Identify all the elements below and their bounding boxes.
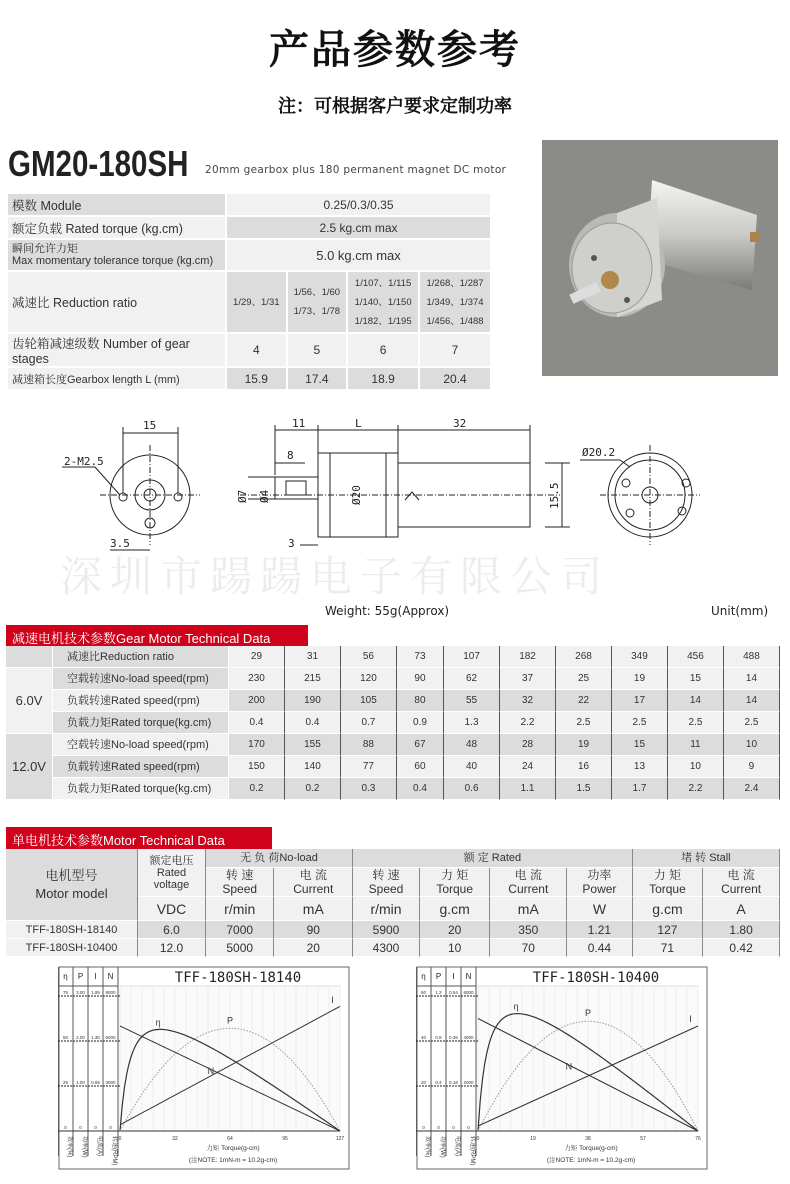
cell-value: 77 [341, 756, 397, 778]
spec-label-cn: 瞬间允许力矩 [12, 243, 78, 255]
ratio-text: 1/29、1/31 [233, 296, 280, 308]
cell-value: 90 [274, 921, 353, 939]
subheader-cell [420, 868, 491, 897]
product-photo [542, 140, 778, 376]
cell-value: 20 [274, 939, 353, 957]
front-view [62, 427, 200, 550]
subheader-text: 电 流 [727, 868, 755, 882]
cell-value: 120 [341, 668, 397, 690]
spec-row-rated-torque [8, 217, 490, 238]
motor-section-title: 单电机技术参数Motor Technical Data [6, 827, 272, 849]
y-tick-label: 3000 [105, 1080, 116, 1085]
y-tick-label: 0 [64, 1125, 67, 1130]
cell-value: 140 [285, 756, 341, 778]
dim-35: 3.5 [110, 537, 130, 550]
chart-tff-180sh-10400 [416, 966, 708, 1174]
cell-value: 14 [668, 690, 724, 712]
axis-unit-label: 转速(RPM) [111, 1136, 117, 1166]
cell-value: 15 [612, 734, 668, 756]
corner-cell [6, 646, 53, 668]
spec-label: 减速比 Reduction ratio [8, 272, 225, 332]
cell-value: 14 [724, 690, 780, 712]
ratio-value: 73 [397, 646, 444, 668]
gear-motor-table [6, 646, 780, 800]
cell-value: 0.2 [285, 778, 341, 800]
voltage-cell: 12.0V [6, 734, 53, 800]
cell-value: 60 [397, 756, 444, 778]
cell-value: 155 [285, 734, 341, 756]
spec-label: 齿轮箱减速级数 Number of gear stages [8, 334, 225, 366]
cell-value: 4300 [353, 939, 420, 957]
cell-value: 17 [612, 690, 668, 712]
cell-value: 0.4 [285, 712, 341, 734]
model-cell: TFF-180SH-10400 [6, 939, 138, 957]
cell-value: 10 [724, 734, 780, 756]
ratio-group [348, 272, 418, 332]
cell-value: 215 [285, 668, 341, 690]
ratio-text: 1/349、1/374 [426, 296, 484, 308]
x-tick-label: 19 [530, 1136, 536, 1142]
subheader-text: 力 矩 [441, 868, 469, 882]
dim-11: 11 [292, 417, 306, 430]
motor-header-row [6, 849, 780, 868]
unit-cell: mA [274, 897, 353, 921]
table-row [6, 668, 780, 690]
subheader-text: Speed [368, 882, 404, 896]
cell-value: 0.44 [567, 939, 633, 957]
table-row [6, 939, 780, 957]
axis-unit-label: 效率(%) [66, 1136, 72, 1158]
y-tick-label: 60 [420, 990, 427, 995]
axis-header: P [435, 972, 442, 981]
dimension-drawing [0, 405, 790, 553]
table-row [6, 690, 780, 712]
spec-value: 18.9 [348, 368, 418, 389]
cell-value: 2.5 [612, 712, 668, 734]
product-description: 20mm gearbox plus 180 permanent magnet DC motor [205, 164, 507, 176]
y-tick-label: 0 [467, 1125, 470, 1130]
dim-m25: 2-M2.5 [64, 455, 104, 468]
cell-value: 12.0 [138, 939, 206, 957]
axis-unit-label: 电流(A) [454, 1136, 460, 1156]
axis-header: I [452, 972, 455, 981]
y-tick-label: 4000 [463, 1035, 474, 1040]
ratio-value: 31 [285, 646, 341, 668]
y-tick-label: 50 [62, 1035, 69, 1040]
axis-header: N [107, 972, 114, 981]
cell-value: 127 [633, 921, 704, 939]
spec-value: 2.5 kg.cm max [227, 217, 490, 238]
spec-label-en: Max momentary tolerance torque (kg.cm) [12, 255, 214, 267]
cell-value: 24 [500, 756, 556, 778]
cell-value: 230 [229, 668, 285, 690]
spec-row-reduction [8, 272, 490, 332]
dim-8: 8 [287, 449, 294, 462]
watermark: 深圳市踼踼电子有限公司 [60, 552, 611, 601]
model-header [6, 849, 138, 921]
speed-label: N [565, 1061, 573, 1072]
x-tick-label: 127 [335, 1136, 345, 1142]
cell-value: 19 [556, 734, 612, 756]
ratio-text: 1/182、1/195 [354, 315, 412, 327]
x-tick-label: 95 [282, 1136, 288, 1142]
voltage-header [138, 849, 206, 897]
spec-value: 5 [288, 334, 347, 366]
cell-value: 67 [397, 734, 444, 756]
spec-label: 减速箱长度Gearbox length L (mm) [8, 368, 225, 389]
subheader-cell [490, 868, 567, 897]
subheader-text: 转 速 [372, 868, 400, 882]
row-label: 负载力矩Rated torque(kg.cm) [53, 778, 229, 800]
row-label: 负载转速Rated speed(rpm) [53, 690, 229, 712]
subheader-cell [633, 868, 704, 897]
axis-header: I [94, 972, 97, 981]
subheader-text: Current [508, 882, 549, 896]
cell-value: 10 [668, 756, 724, 778]
subheader-text: Speed [222, 882, 258, 896]
subheader-cell [703, 868, 780, 897]
page-subtitle: 注：可根据客户要求定制功率 [278, 96, 512, 117]
cell-value: 90 [397, 668, 444, 690]
spec-value: 6 [348, 334, 418, 366]
subheader-text: Current [721, 882, 762, 896]
cell-value: 2.4 [724, 778, 780, 800]
row-label: 空载转速No-load speed(rpm) [53, 668, 229, 690]
spec-value: 15.9 [227, 368, 286, 389]
cell-value: 2.5 [724, 712, 780, 734]
spec-row-stages [8, 334, 490, 366]
cell-value: 5000 [206, 939, 274, 957]
rated-header: 额 定 Rated [353, 849, 633, 868]
spec-value: 5.0 kg.cm max [227, 240, 490, 270]
subheader-text: 电 流 [514, 868, 542, 882]
cell-value: 0.7 [341, 712, 397, 734]
axis-unit-label: 功率(W) [439, 1136, 445, 1158]
subheader-text: Power [582, 882, 617, 896]
unit-cell: VDC [138, 897, 206, 921]
subheader-text: Torque [649, 882, 686, 896]
y-tick-label: 0 [79, 1125, 82, 1130]
y-tick-label: 6000 [463, 990, 474, 995]
ratio-value: 29 [229, 646, 285, 668]
unit-cell: g.cm [633, 897, 704, 921]
cell-value: 19 [612, 668, 668, 690]
ratio-group [227, 272, 286, 332]
subheader-cell [353, 868, 420, 897]
subheader-text: 电 流 [299, 868, 327, 882]
dim-3: 3 [288, 537, 295, 550]
x-tick-label: 32 [172, 1136, 178, 1142]
cell-value: 7000 [206, 921, 274, 939]
cell-value: 10 [420, 939, 491, 957]
subheader-text: 力 矩 [653, 868, 682, 882]
chart-note: (注NOTE: 1mN-m = 10.2g-cm) [188, 1157, 278, 1164]
weight-label: Weight: 55g(Approx) [325, 604, 450, 618]
dim-phi20: Ø20 [350, 485, 363, 505]
ratio-text: 1/73、1/78 [293, 306, 341, 317]
power-label: P [585, 1008, 592, 1019]
spec-value: 7 [420, 334, 490, 366]
y-tick-label: 2000 [463, 1080, 474, 1085]
subheader-text: Current [293, 882, 334, 896]
cell-value: 62 [444, 668, 500, 690]
model-cell: TFF-180SH-18140 [6, 921, 138, 939]
spec-value: 17.4 [288, 368, 347, 389]
x-tick-label: 76 [695, 1136, 701, 1142]
table-row [6, 756, 780, 778]
unit-cell: W [567, 897, 633, 921]
subheader-cell [567, 868, 633, 897]
cell-value: 20 [420, 921, 491, 939]
ratio-value: 349 [612, 646, 668, 668]
ratio-group [288, 272, 347, 332]
cell-value: 0.9 [397, 712, 444, 734]
cell-value: 2.2 [668, 778, 724, 800]
ratio-value: 107 [444, 646, 500, 668]
cell-value: 2.5 [668, 712, 724, 734]
cell-value: 1.80 [703, 921, 780, 939]
cell-value: 200 [229, 690, 285, 712]
unit-cell: r/min [206, 897, 274, 921]
cell-value: 9 [724, 756, 780, 778]
ratio-row [6, 646, 780, 668]
spec-table [6, 192, 492, 391]
y-tick-label: 2.00 [76, 1035, 85, 1040]
spec-label [8, 240, 225, 270]
x-tick-label: 0 [476, 1136, 480, 1142]
cell-value: 55 [444, 690, 500, 712]
spec-label: 额定负载 Rated torque (kg.cm) [8, 217, 225, 238]
voltage-header-cn: 额定电压 [149, 854, 194, 867]
row-label: 负载转速Rated speed(rpm) [53, 756, 229, 778]
axis-unit-label: 功率(W) [81, 1136, 87, 1158]
ratio-text: 1/268、1/287 [426, 277, 484, 289]
spec-value: 4 [227, 334, 286, 366]
ratio-value: 268 [556, 646, 612, 668]
ratio-text: 1/56、1/60 [293, 287, 341, 298]
x-tick-label: 57 [640, 1136, 646, 1142]
product-model: GM20-180SH [8, 143, 189, 184]
cell-value: 1.3 [444, 712, 500, 734]
y-tick-label: 1.00 [76, 1080, 85, 1085]
chart-title: TFF-180SH-18140 [174, 970, 302, 986]
gear-section-title: 减速电机技术参数Gear Motor Technical Data [6, 625, 308, 647]
cell-value: 1.5 [556, 778, 612, 800]
cell-value: 32 [500, 690, 556, 712]
ratio-value: 456 [668, 646, 724, 668]
cell-value: 190 [285, 690, 341, 712]
current-label: I [331, 995, 334, 1006]
x-axis-label: 力矩 Torque(g-cm) [206, 1145, 260, 1152]
y-tick-label: 75 [62, 990, 69, 995]
y-tick-label: 0.36 [449, 1035, 458, 1040]
spec-label: 模数 Module [8, 194, 225, 215]
y-tick-label: 1.30 [91, 1035, 100, 1040]
side-view [240, 425, 570, 545]
cell-value: 48 [444, 734, 500, 756]
ratio-text: 1/140、1/150 [354, 296, 412, 308]
cell-value: 14 [724, 668, 780, 690]
row-label: 负载力矩Rated torque(kg.cm) [53, 712, 229, 734]
dim-L: L [355, 417, 362, 430]
cell-value: 40 [444, 756, 500, 778]
motor-image [542, 140, 778, 376]
ratio-label: 减速比Reduction ratio [53, 646, 229, 668]
y-tick-label: 0 [94, 1125, 97, 1130]
unit-cell: g.cm [420, 897, 491, 921]
cell-value: 28 [500, 734, 556, 756]
cell-value: 105 [341, 690, 397, 712]
eta-label: η [513, 1001, 519, 1012]
table-row [6, 778, 780, 800]
current-label: I [689, 1014, 692, 1024]
cell-value: 170 [229, 734, 285, 756]
noload-header: 无 负 荷No-load [206, 849, 353, 868]
axis-header: η [63, 972, 68, 981]
axis-header: N [465, 972, 472, 981]
cell-value: 2.2 [500, 712, 556, 734]
axis-header: P [77, 972, 84, 981]
y-tick-label: 0.4 [435, 1080, 442, 1085]
model-header-cn: 电机型号 [45, 867, 98, 883]
voltage-header-en: Rated voltage [153, 866, 190, 891]
y-tick-label: 0 [437, 1125, 440, 1130]
cell-value: 70 [490, 939, 567, 957]
motor-table [6, 849, 780, 957]
cell-value: 22 [556, 690, 612, 712]
cell-value: 2.5 [556, 712, 612, 734]
cell-value: 1.7 [612, 778, 668, 800]
page-title: 产品参数参考 [269, 27, 521, 73]
axis-unit-label: 转速(RPM) [469, 1136, 475, 1166]
ratio-value: 488 [724, 646, 780, 668]
spec-row-max-torque [8, 240, 490, 270]
dim-155: 15.5 [548, 482, 561, 509]
unit-cell: mA [490, 897, 567, 921]
y-tick-label: 0.18 [449, 1080, 458, 1085]
y-tick-label: 20 [420, 1080, 427, 1085]
y-tick-label: 0 [109, 1125, 112, 1130]
dim-phi4: Ø4 [258, 489, 271, 503]
cell-value: 88 [341, 734, 397, 756]
ratio-text: 1/107、1/115 [354, 277, 412, 289]
voltage-cell: 6.0V [6, 668, 53, 734]
y-tick-label: 6000 [105, 1035, 116, 1040]
unit-label: Unit(mm) [711, 604, 769, 618]
cell-value: 15 [668, 668, 724, 690]
subheader-cell [274, 868, 353, 897]
ratio-group [420, 272, 490, 332]
cell-value: 25 [556, 668, 612, 690]
cell-value: 6.0 [138, 921, 206, 939]
cell-value: 350 [490, 921, 567, 939]
table-row [6, 734, 780, 756]
cell-value: 1.1 [500, 778, 556, 800]
speed-label: N [207, 1065, 215, 1076]
cell-value: 0.2 [229, 778, 285, 800]
subheader-cell [206, 868, 274, 897]
x-tick-label: 38 [585, 1136, 591, 1142]
dim-15: 15 [143, 419, 157, 432]
y-tick-label: 25 [62, 1080, 69, 1085]
x-tick-label: 64 [227, 1136, 233, 1142]
y-tick-label: 1.2 [435, 990, 442, 995]
cell-value: 5900 [353, 921, 420, 939]
chart-title: TFF-180SH-10400 [532, 970, 660, 986]
axis-header: η [421, 972, 426, 981]
y-tick-label: 1.95 [91, 990, 100, 995]
axis-unit-label: 电流(A) [96, 1136, 102, 1156]
cell-value: 0.4 [397, 778, 444, 800]
cell-value: 1.21 [567, 921, 633, 939]
x-tick-label: 0 [118, 1136, 122, 1142]
y-tick-label: 3.00 [76, 990, 85, 995]
unit-cell: A [703, 897, 780, 921]
cell-value: 0.6 [444, 778, 500, 800]
cell-value: 80 [397, 690, 444, 712]
dim-phi202: Ø20.2 [582, 446, 616, 459]
cell-value: 16 [556, 756, 612, 778]
y-tick-label: 0.65 [91, 1080, 100, 1085]
eta-label: η [155, 1017, 161, 1028]
chart-svg [58, 966, 350, 1170]
cell-value: 0.3 [341, 778, 397, 800]
y-tick-label: 0.54 [449, 990, 458, 995]
subheader-text: 转 速 [226, 868, 254, 882]
cell-value: 13 [612, 756, 668, 778]
table-row [6, 921, 780, 939]
cell-value: 0.42 [703, 939, 780, 957]
unit-cell: r/min [353, 897, 420, 921]
spec-row-length [8, 368, 490, 389]
spec-value: 20.4 [420, 368, 490, 389]
y-tick-label: 9000 [105, 990, 116, 995]
stall-header: 堵 转 Stall [633, 849, 780, 868]
rear-view [580, 445, 700, 545]
x-axis-label: 力矩 Torque(g-cm) [564, 1145, 618, 1152]
model-header-en: Motor model [35, 885, 108, 901]
power-label: P [227, 1015, 234, 1026]
cell-value: 150 [229, 756, 285, 778]
row-label: 空载转速No-load speed(rpm) [53, 734, 229, 756]
ratio-value: 182 [500, 646, 556, 668]
axis-unit-label: 效率(%) [424, 1136, 430, 1158]
ratio-value: 56 [341, 646, 397, 668]
spec-value: 0.25/0.3/0.35 [227, 194, 490, 215]
y-tick-label: 0.8 [435, 1035, 442, 1040]
chart-svg [416, 966, 708, 1170]
cell-value: 71 [633, 939, 704, 957]
chart-note: (注NOTE: 1mN-m = 10.2g-cm) [546, 1157, 636, 1164]
y-tick-label: 0 [452, 1125, 455, 1130]
spec-row-module [8, 194, 490, 215]
table-row [6, 712, 780, 734]
chart-tff-180sh-18140 [58, 966, 350, 1174]
dim-phi7: Ø7 [236, 489, 249, 503]
ratio-text: 1/456、1/488 [426, 315, 484, 327]
subheader-text: 功率 [587, 868, 612, 882]
cell-value: 0.4 [229, 712, 285, 734]
y-tick-label: 40 [420, 1035, 427, 1040]
cell-value: 11 [668, 734, 724, 756]
dim-32: 32 [453, 417, 467, 430]
y-tick-label: 0 [422, 1125, 425, 1130]
subheader-text: Torque [436, 882, 474, 896]
cell-value: 37 [500, 668, 556, 690]
